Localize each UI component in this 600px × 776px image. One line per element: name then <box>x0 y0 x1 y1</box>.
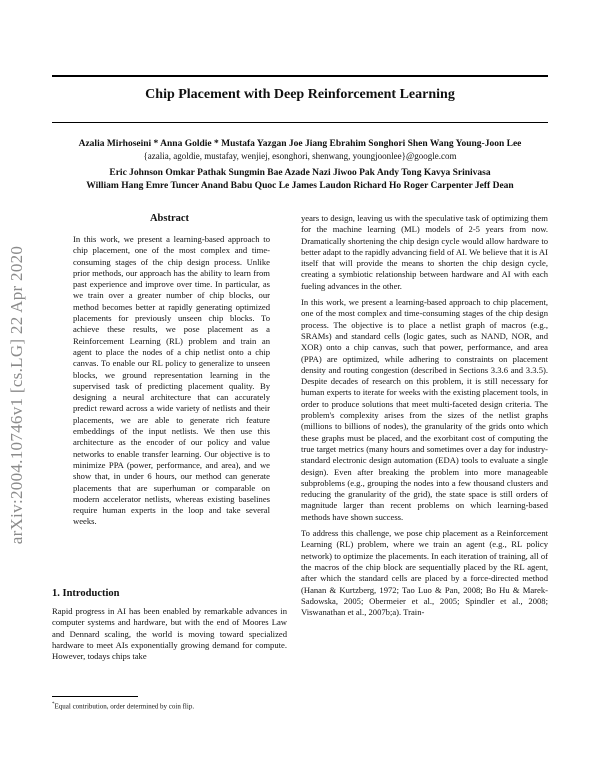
paper-title: Chip Placement with Deep Reinforcement Learning <box>145 87 455 102</box>
title-rule-top <box>52 75 548 77</box>
introduction-text: Rapid progress in AI has been enabled by remarkable advances in computer systems and hardware, but with the end of Moores Law and Dennard scaling, the world is moving toward specialized hardware to meet AIs exponentially growing demand for compute. However, todays chips take <box>52 606 287 662</box>
abstract-heading: Abstract <box>149 213 190 224</box>
footnote-rule <box>52 696 138 697</box>
authors-line-1: Azalia Mirhoseini * Anna Goldie * Mustafa Yazgan Joe Jiang Ebrahim Songhori Shen Wang Young-Joon Lee <box>78 139 522 149</box>
footnote-text: Equal contribution, order determined by coin flip. <box>54 702 195 711</box>
arxiv-watermark: arXiv:2004.10746v1 [cs.LG] 22 Apr 2020 <box>7 245 26 545</box>
right-column <box>301 213 548 618</box>
introduction-heading: 1. Introduction <box>52 588 120 599</box>
authors-line-2: Eric Johnson Omkar Pathak Sungmin Bae Azade Nazi Jiwoo Pak Andy Tong Kavya Srinivasa <box>109 168 491 178</box>
abstract-text: In this work, we present a learning-based approach to chip placement, one of the most complex and time-consuming stages of the chip design process. Unlike prior methods, our approach has the ability to learn from past experience and improve over time. In particular, as we train over a greater number of chip blocks, our method becomes better at rapidly generating optimized placements for previously unseen chip blocks. To achieve these results, we pose placement as a Reinforcement Learning (RL) problem and train an agent to place the nodes of a chip netlist onto a chip canvas. To enable our RL policy to generalize to unseen blocks, we ground representation learning in the supervised task of predicting placement quality. By designing a neural architecture that can accurately predict reward across a wide variety of netlists and their placements, we are able to generate rich feature embeddings of the input netlists. We then use this architecture as the encoder of our policy and value networks to enable transfer learning. Our objective is to minimize PPA (power, performance, and area), and we show that, in under 6 hours, our method can generate placements that are superhuman or comparable on modern accelerator netlists, whereas existing baselines require human experts in the loop and take several weeks. <box>73 234 270 527</box>
title-rule-bottom <box>52 122 548 123</box>
author-emails: {azalia, agoldie, mustafay, wenjiej, esonghori, shenwang, youngjoonlee}@google.com <box>143 151 457 161</box>
right-paragraph-2: In this work, we present a learning-based approach to chip placement, one of the most complex and time-consuming stages of the chip design process. The objective is to place a netlist graph of macros (e.g., SRAMs) and standard cells (logic gates, such as NAND, NOR, and XOR) onto a chip canvas, such that power, performance, and area (PPA) are optimized, while adhering to constraints on placement density and routing congestion (described in Sections 3.3.6 and 3.3.5). Despite decades of research on this problem, it is still necessary for human experts to iterate for weeks with the existing placement tools, in order to produce solutions that meet multi-faceted design criteria. The problem's complexity arises from the sizes of the netlist graphs (millions to billions of nodes), the granularity of the grids onto which these graphs must be placed, and the exorbitant cost of computing the true target metrics (many hours and sometimes over a day for industry-standard electronic design automation (EDA) tools to evaluate a single design). Even after breaking the problem into more manageable subproblems (e.g., grouping the nodes into a few thousand clusters and reducing the granularity of the grid), the state space is still orders of magnitude larger than recent problems on which learning-based methods have shown success. <box>301 297 548 522</box>
footnote: *Equal contribution, order determined by coin flip. <box>52 702 195 711</box>
right-paragraph-3: To address this challenge, we pose chip placement as a Reinforcement Learning (RL) problem, where we train an agent (e.g., RL policy network) to optimize the placements. In each iteration of training, all of the macros of the chip block are sequentially placed by the RL agent, after which the standard cells are placed by a force-directed method (Hanan & Kurtzberg, 1972; Tao Luo & Pan, 2008; Bo Hu & Marek-Sadowska, 2005; Obermeier et al., 2005; Spindler et al., 2008; Viswanathan et al., 2007b;a). Train- <box>301 528 548 618</box>
right-paragraph-1: years to design, leaving us with the speculative task of optimizing them for the machine learning (ML) models of 2-5 years from now. Dramatically shortening the chip design cycle would allow hardware to better adapt to the rapidly advancing field of AI. We believe that it is AI itself that will provide the means to shorten the chip design cycle, creating a symbiotic relationship between hardware and AI with each fueling advances in the other. <box>301 213 548 291</box>
authors-line-3: William Hang Emre Tuncer Anand Babu Quoc Le James Laudon Richard Ho Roger Carpenter Jeff Dean <box>86 181 514 191</box>
